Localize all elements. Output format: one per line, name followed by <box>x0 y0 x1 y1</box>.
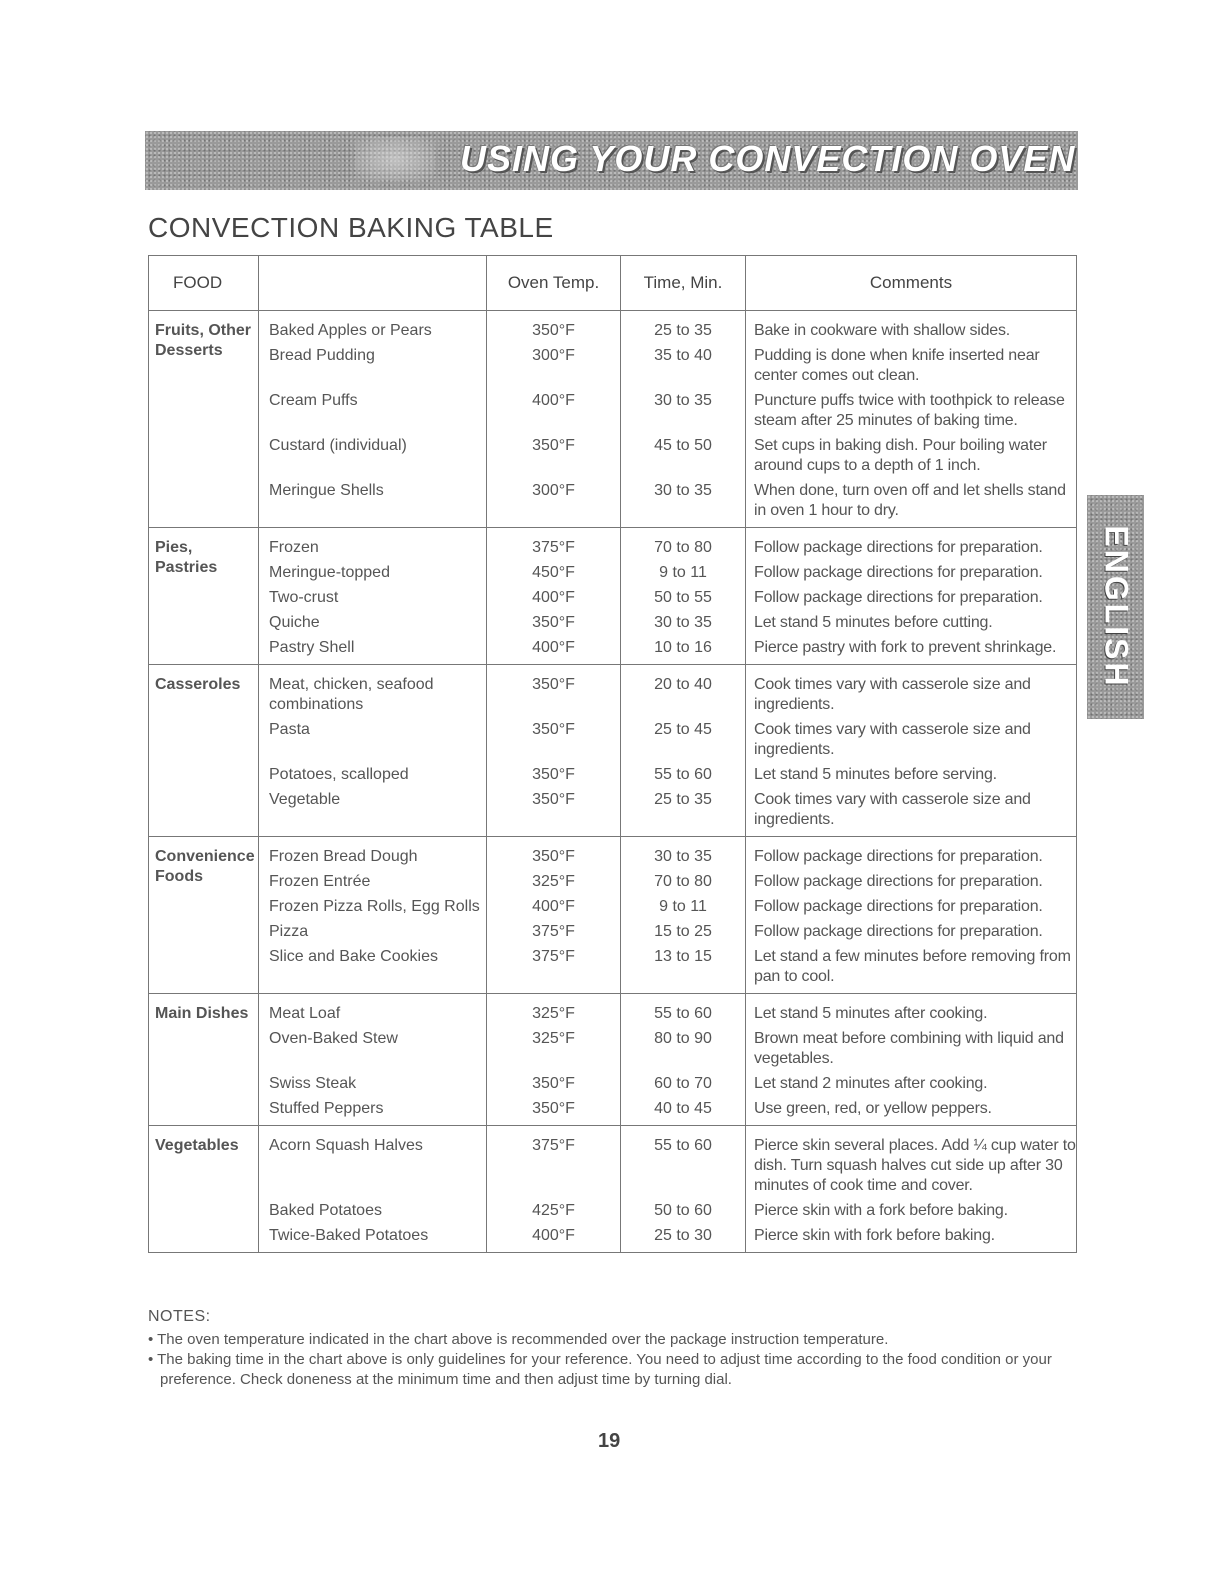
oven-temp: 350°F <box>487 837 621 868</box>
table-row <box>149 917 1077 942</box>
oven-temp: 350°F <box>487 1094 621 1126</box>
item-name: Meringue Shells <box>259 476 487 528</box>
page-number: 19 <box>598 1430 621 1452</box>
baking-table <box>148 255 1077 1253</box>
cook-time: 70 to 80 <box>621 528 746 559</box>
cook-time: 9 to 11 <box>621 892 746 917</box>
item-name: Frozen Bread Dough <box>259 837 487 868</box>
oven-temp: 375°F <box>487 942 621 994</box>
cook-time: 55 to 60 <box>621 760 746 785</box>
cook-time: 50 to 55 <box>621 583 746 608</box>
oven-temp: 350°F <box>487 608 621 633</box>
table-body <box>149 311 1077 1253</box>
comment: Follow package directions for preparation. <box>746 583 1077 608</box>
table-row <box>149 633 1077 665</box>
oven-temp: 300°F <box>487 476 621 528</box>
comment: Follow package directions for preparation. <box>746 917 1077 942</box>
comment: Let stand 5 minutes before cutting. <box>746 608 1077 633</box>
table-header-row <box>149 256 1077 311</box>
oven-temp: 325°F <box>487 994 621 1025</box>
oven-temp: 350°F <box>487 431 621 476</box>
note-item: • The baking time in the chart above is only guidelines for your reference. You need to adjust time according to the food condition or your preference. Check doneness at the minimum time and then adjust time by turning dial. <box>148 1351 1052 1388</box>
comment: Pierce pastry with fork to prevent shrinkage. <box>746 633 1077 665</box>
oven-temp: 425°F <box>487 1196 621 1221</box>
comment: Pierce skin with fork before baking. <box>746 1221 1077 1253</box>
table-row <box>149 942 1077 994</box>
header-time: Time, Min. <box>621 256 746 311</box>
oven-temp: 350°F <box>487 1069 621 1094</box>
comment: Follow package directions for preparation. <box>746 867 1077 892</box>
cook-time: 55 to 60 <box>621 1126 746 1197</box>
item-name: Frozen Pizza Rolls, Egg Rolls <box>259 892 487 917</box>
oven-temp: 375°F <box>487 1126 621 1197</box>
table-row <box>149 1094 1077 1126</box>
table-row <box>149 558 1077 583</box>
item-name: Pastry Shell <box>259 633 487 665</box>
header-food: FOOD <box>149 256 259 311</box>
cook-time: 35 to 40 <box>621 341 746 386</box>
cook-time: 20 to 40 <box>621 665 746 716</box>
table-row <box>149 1069 1077 1094</box>
table-row <box>149 1126 1077 1197</box>
oven-temp: 350°F <box>487 311 621 342</box>
table-row <box>149 837 1077 868</box>
cook-time: 30 to 35 <box>621 476 746 528</box>
table-row <box>149 892 1077 917</box>
item-name: Oven-Baked Stew <box>259 1024 487 1069</box>
category-label: Casseroles <box>149 665 259 837</box>
item-name: Frozen <box>259 528 487 559</box>
cook-time: 80 to 90 <box>621 1024 746 1069</box>
oven-temp: 300°F <box>487 341 621 386</box>
table-row <box>149 1024 1077 1069</box>
comment: Bake in cookware with shallow sides. <box>746 311 1077 342</box>
item-name: Stuffed Peppers <box>259 1094 487 1126</box>
comment: Cook times vary with casserole size and ingredients. <box>746 665 1077 716</box>
comment: Set cups in baking dish. Pour boiling water around cups to a depth of 1 inch. <box>746 431 1077 476</box>
cook-time: 40 to 45 <box>621 1094 746 1126</box>
cook-time: 45 to 50 <box>621 431 746 476</box>
item-name: Cream Puffs <box>259 386 487 431</box>
table-row <box>149 867 1077 892</box>
comment: Use green, red, or yellow peppers. <box>746 1094 1077 1126</box>
table-row <box>149 341 1077 386</box>
item-name: Swiss Steak <box>259 1069 487 1094</box>
header-item <box>259 256 487 311</box>
category-label: Vegetables <box>149 1126 259 1253</box>
language-tab <box>1087 495 1144 719</box>
header-comments: Comments <box>746 256 1077 311</box>
table-row <box>149 431 1077 476</box>
cook-time: 15 to 25 <box>621 917 746 942</box>
item-name: Meringue-topped <box>259 558 487 583</box>
item-name: Vegetable <box>259 785 487 837</box>
table-row <box>149 386 1077 431</box>
cook-time: 13 to 15 <box>621 942 746 994</box>
comment: When done, turn oven off and let shells stand in oven 1 hour to dry. <box>746 476 1077 528</box>
cook-time: 9 to 11 <box>621 558 746 583</box>
comment: Let stand a few minutes before removing from pan to cool. <box>746 942 1077 994</box>
oven-temp: 375°F <box>487 917 621 942</box>
table-row <box>149 715 1077 760</box>
cook-time: 30 to 35 <box>621 608 746 633</box>
note-item: • The oven temperature indicated in the chart above is recommended over the package instruction temperature. <box>148 1331 889 1348</box>
table-row <box>149 760 1077 785</box>
cook-time: 30 to 35 <box>621 386 746 431</box>
cook-time: 50 to 60 <box>621 1196 746 1221</box>
notes-section <box>148 1307 1078 1390</box>
section-title: CONVECTION BAKING TABLE <box>148 212 554 243</box>
comment: Follow package directions for preparation. <box>746 558 1077 583</box>
item-name: Pasta <box>259 715 487 760</box>
oven-temp: 375°F <box>487 528 621 559</box>
item-name: Bread Pudding <box>259 341 487 386</box>
oven-temp: 400°F <box>487 583 621 608</box>
oven-temp: 350°F <box>487 715 621 760</box>
item-name: Frozen Entrée <box>259 867 487 892</box>
table-row <box>149 1221 1077 1253</box>
comment: Let stand 5 minutes after cooking. <box>746 994 1077 1025</box>
table-row <box>149 665 1077 716</box>
category-label: Fruits, Other Desserts <box>149 311 259 528</box>
oven-temp: 400°F <box>487 633 621 665</box>
banner-decoration <box>355 137 435 181</box>
table-row <box>149 528 1077 559</box>
table-row <box>149 311 1077 342</box>
language-tab-label: ENGLISH <box>1098 525 1134 689</box>
cook-time: 70 to 80 <box>621 867 746 892</box>
table-row <box>149 583 1077 608</box>
table-row <box>149 994 1077 1025</box>
item-name: Two-crust <box>259 583 487 608</box>
comment: Cook times vary with casserole size and ingredients. <box>746 785 1077 837</box>
comment: Follow package directions for preparation. <box>746 892 1077 917</box>
table-row <box>149 476 1077 528</box>
comment: Cook times vary with casserole size and ingredients. <box>746 715 1077 760</box>
comment: Follow package directions for preparation. <box>746 837 1077 868</box>
oven-temp: 450°F <box>487 558 621 583</box>
comment: Let stand 2 minutes after cooking. <box>746 1069 1077 1094</box>
oven-temp: 325°F <box>487 1024 621 1069</box>
oven-temp: 400°F <box>487 386 621 431</box>
item-name: Baked Potatoes <box>259 1196 487 1221</box>
cook-time: 25 to 35 <box>621 785 746 837</box>
cook-time: 25 to 35 <box>621 311 746 342</box>
cook-time: 25 to 30 <box>621 1221 746 1253</box>
header-oven-temp: Oven Temp. <box>487 256 621 311</box>
banner-title: USING YOUR CONVECTION OVEN <box>460 138 1076 179</box>
comment: Brown meat before combining with liquid and vegetables. <box>746 1024 1077 1069</box>
oven-temp: 400°F <box>487 892 621 917</box>
comment: Let stand 5 minutes before serving. <box>746 760 1077 785</box>
category-label: Pies, Pastries <box>149 528 259 665</box>
category-label: Convenience Foods <box>149 837 259 994</box>
oven-temp: 350°F <box>487 665 621 716</box>
oven-temp: 400°F <box>487 1221 621 1253</box>
table-row <box>149 785 1077 837</box>
cook-time: 10 to 16 <box>621 633 746 665</box>
category-label: Main Dishes <box>149 994 259 1126</box>
item-name: Potatoes, scalloped <box>259 760 487 785</box>
cook-time: 25 to 45 <box>621 715 746 760</box>
item-name: Baked Apples or Pears <box>259 311 487 342</box>
oven-temp: 350°F <box>487 785 621 837</box>
oven-temp: 350°F <box>487 760 621 785</box>
item-name: Meat Loaf <box>259 994 487 1025</box>
header-banner <box>145 131 1078 190</box>
comment: Follow package directions for preparation. <box>746 528 1077 559</box>
comment: Puncture puffs twice with toothpick to release steam after 25 minutes of baking time. <box>746 386 1077 431</box>
item-name: Quiche <box>259 608 487 633</box>
comment: Pudding is done when knife inserted near center comes out clean. <box>746 341 1077 386</box>
item-name: Pizza <box>259 917 487 942</box>
item-name: Twice-Baked Potatoes <box>259 1221 487 1253</box>
cook-time: 55 to 60 <box>621 994 746 1025</box>
comment: Pierce skin several places. Add ¼ cup water to dish. Turn squash halves cut side up after 30 minutes of cook time and cover. <box>746 1126 1077 1197</box>
table-row <box>149 608 1077 633</box>
item-name: Acorn Squash Halves <box>259 1126 487 1197</box>
cook-time: 30 to 35 <box>621 837 746 868</box>
cook-time: 60 to 70 <box>621 1069 746 1094</box>
table-row <box>149 1196 1077 1221</box>
comment: Pierce skin with a fork before baking. <box>746 1196 1077 1221</box>
item-name: Custard (individual) <box>259 431 487 476</box>
notes-title: NOTES: <box>148 1308 211 1325</box>
item-name: Slice and Bake Cookies <box>259 942 487 994</box>
item-name: Meat, chicken, seafood combinations <box>259 665 487 716</box>
oven-temp: 325°F <box>487 867 621 892</box>
